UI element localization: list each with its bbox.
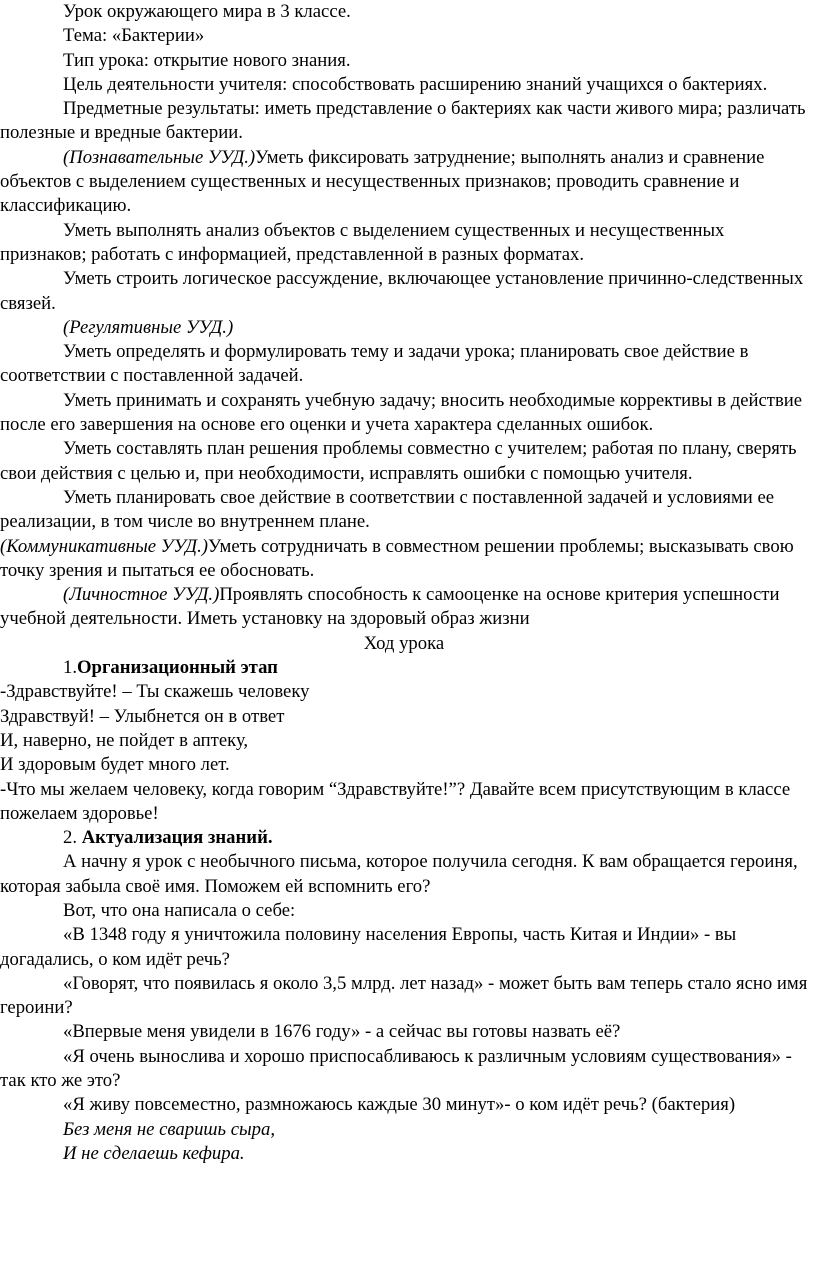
- regulatory-uud-label: (Регулятивные УУД.): [63, 316, 234, 338]
- cognitive-uud-label: (Познавательные УУД.): [63, 146, 256, 168]
- cognitive-uud-paragraph: [0, 146, 808, 219]
- section-1-number: 1.: [63, 657, 78, 679]
- lesson-topic: Тема: «Бактерии»: [63, 25, 205, 47]
- poem-line-5: [0, 1118, 808, 1142]
- section-2-heading: [0, 826, 808, 850]
- section-1-title: Организационный этап: [77, 657, 278, 679]
- lesson-title: Урок окружающего мира в 3 классе.: [63, 1, 351, 22]
- subject-results: Предметные результаты: иметь представление о бактериях как части живого мира; различать полезные и вредные бактерии.: [0, 98, 806, 144]
- poem-line-6: [0, 1142, 808, 1166]
- section-2-title: Актуализация знаний.: [81, 827, 273, 849]
- plan-action-paragraph: Уметь планировать свое действие в соответствии с поставленной задачей и условиями ее реализации, в том числе во внутреннем плане.: [0, 486, 775, 533]
- communicative-uud-paragraph: [0, 535, 808, 584]
- teacher-goal: Цель деятельности учителя: способствовать расширению знаний учащихся о бактериях.: [63, 73, 768, 95]
- letter-lead: Вот, что она написала о себе:: [63, 899, 296, 921]
- personal-uud-text: Проявлять способность к самооценке на основе критерия успешности учебной деятельности. Иметь установку на здоровый образ жизни: [0, 584, 780, 630]
- lesson-type: Тип урока: открытие нового знания.: [63, 49, 351, 71]
- regulatory-uud-label-paragraph: [0, 316, 808, 340]
- greeting-question: -Что мы желаем человеку, когда говорим “Здравствуйте!”? Давайте всем присутствующим в классе пожелаем здоровье!: [0, 778, 791, 824]
- course-heading: Ход урока: [363, 632, 445, 654]
- clue-5: «Я живу повсеместно, размножаюсь каждые 30 минут»- о ком идёт речь? (бактерия): [63, 1094, 736, 1116]
- communicative-uud-label: (Коммуникативные УУД.): [0, 535, 208, 557]
- clue-3: «Впервые меня увидели в 1676 году» - а сейчас вы готовы назвать её?: [63, 1021, 621, 1043]
- analysis-paragraph: Уметь выполнять анализ объектов с выделением существенных и несущественных признаков; работать с информацией, представленной в разных форматах.: [0, 219, 725, 265]
- reasoning-paragraph: Уметь строить логическое рассуждение, включающее установление причинно-следственных связей.: [0, 268, 804, 314]
- poem-line-6-text: И не сделаешь кефира.: [63, 1142, 245, 1164]
- define-topic-paragraph: Уметь определять и формулировать тему и задачи урока; планировать свое действие в соответствии с поставленной задачей.: [0, 341, 749, 387]
- personal-uud-paragraph: [0, 583, 808, 632]
- poem-line-4: И здоровым будет много лет.: [0, 754, 230, 776]
- personal-uud-label: (Личностное УУД.): [63, 584, 220, 606]
- section-2-number: 2.: [63, 827, 82, 849]
- poem-line-3: И, наверно, не пойдет в аптеку,: [0, 729, 249, 751]
- clue-1: «В 1348 году я уничтожила половину населения Европы, часть Китая и Индии» - вы догадались, о ком идёт речь?: [0, 924, 737, 970]
- communicative-uud-text: Уметь сотрудничать в совместном решении проблемы; высказывать свою точку зрения и пытаться ее обосновать.: [0, 535, 794, 581]
- clue-4: «Я очень вынослива и хорошо приспосабливаюсь к различным условиям существования» - так кто же это?: [0, 1045, 792, 1092]
- letter-intro: А начну я урок с необычного письма, которое получила сегодня. К вам обращается героиня, которая забыла своё имя. Поможем ей вспомнить его?: [0, 851, 798, 897]
- poem-line-1: -Здравствуйте! – Ты скажешь человеку: [0, 681, 310, 703]
- section-1-heading: [0, 656, 808, 680]
- plan-solution-paragraph: Уметь составлять план решения проблемы совместно с учителем; работая по плану, сверять свои действия с целью и, при необходимости, исправлять ошибки с помощью учителя.: [0, 438, 797, 484]
- poem-line-5-text: Без меня не сваришь сыра,: [63, 1118, 276, 1140]
- cognitive-uud-text: Уметь фиксировать затруднение; выполнять анализ и сравнение объектов с выделением существенных и несущественных признаков; проводить сравнение и классификацию.: [0, 146, 765, 217]
- clue-2: «Говорят, что появилась я около 3,5 млрд. лет назад» - может быть вам теперь стало ясно имя героини?: [0, 972, 808, 1019]
- poem-line-2: Здравствуй! – Улыбнется он в ответ: [0, 705, 285, 727]
- accept-task-paragraph: Уметь принимать и сохранять учебную задачу; вносить необходимые коррективы в действие после его завершения на основе его оценки и учета характера сделанных ошибок.: [0, 389, 803, 436]
